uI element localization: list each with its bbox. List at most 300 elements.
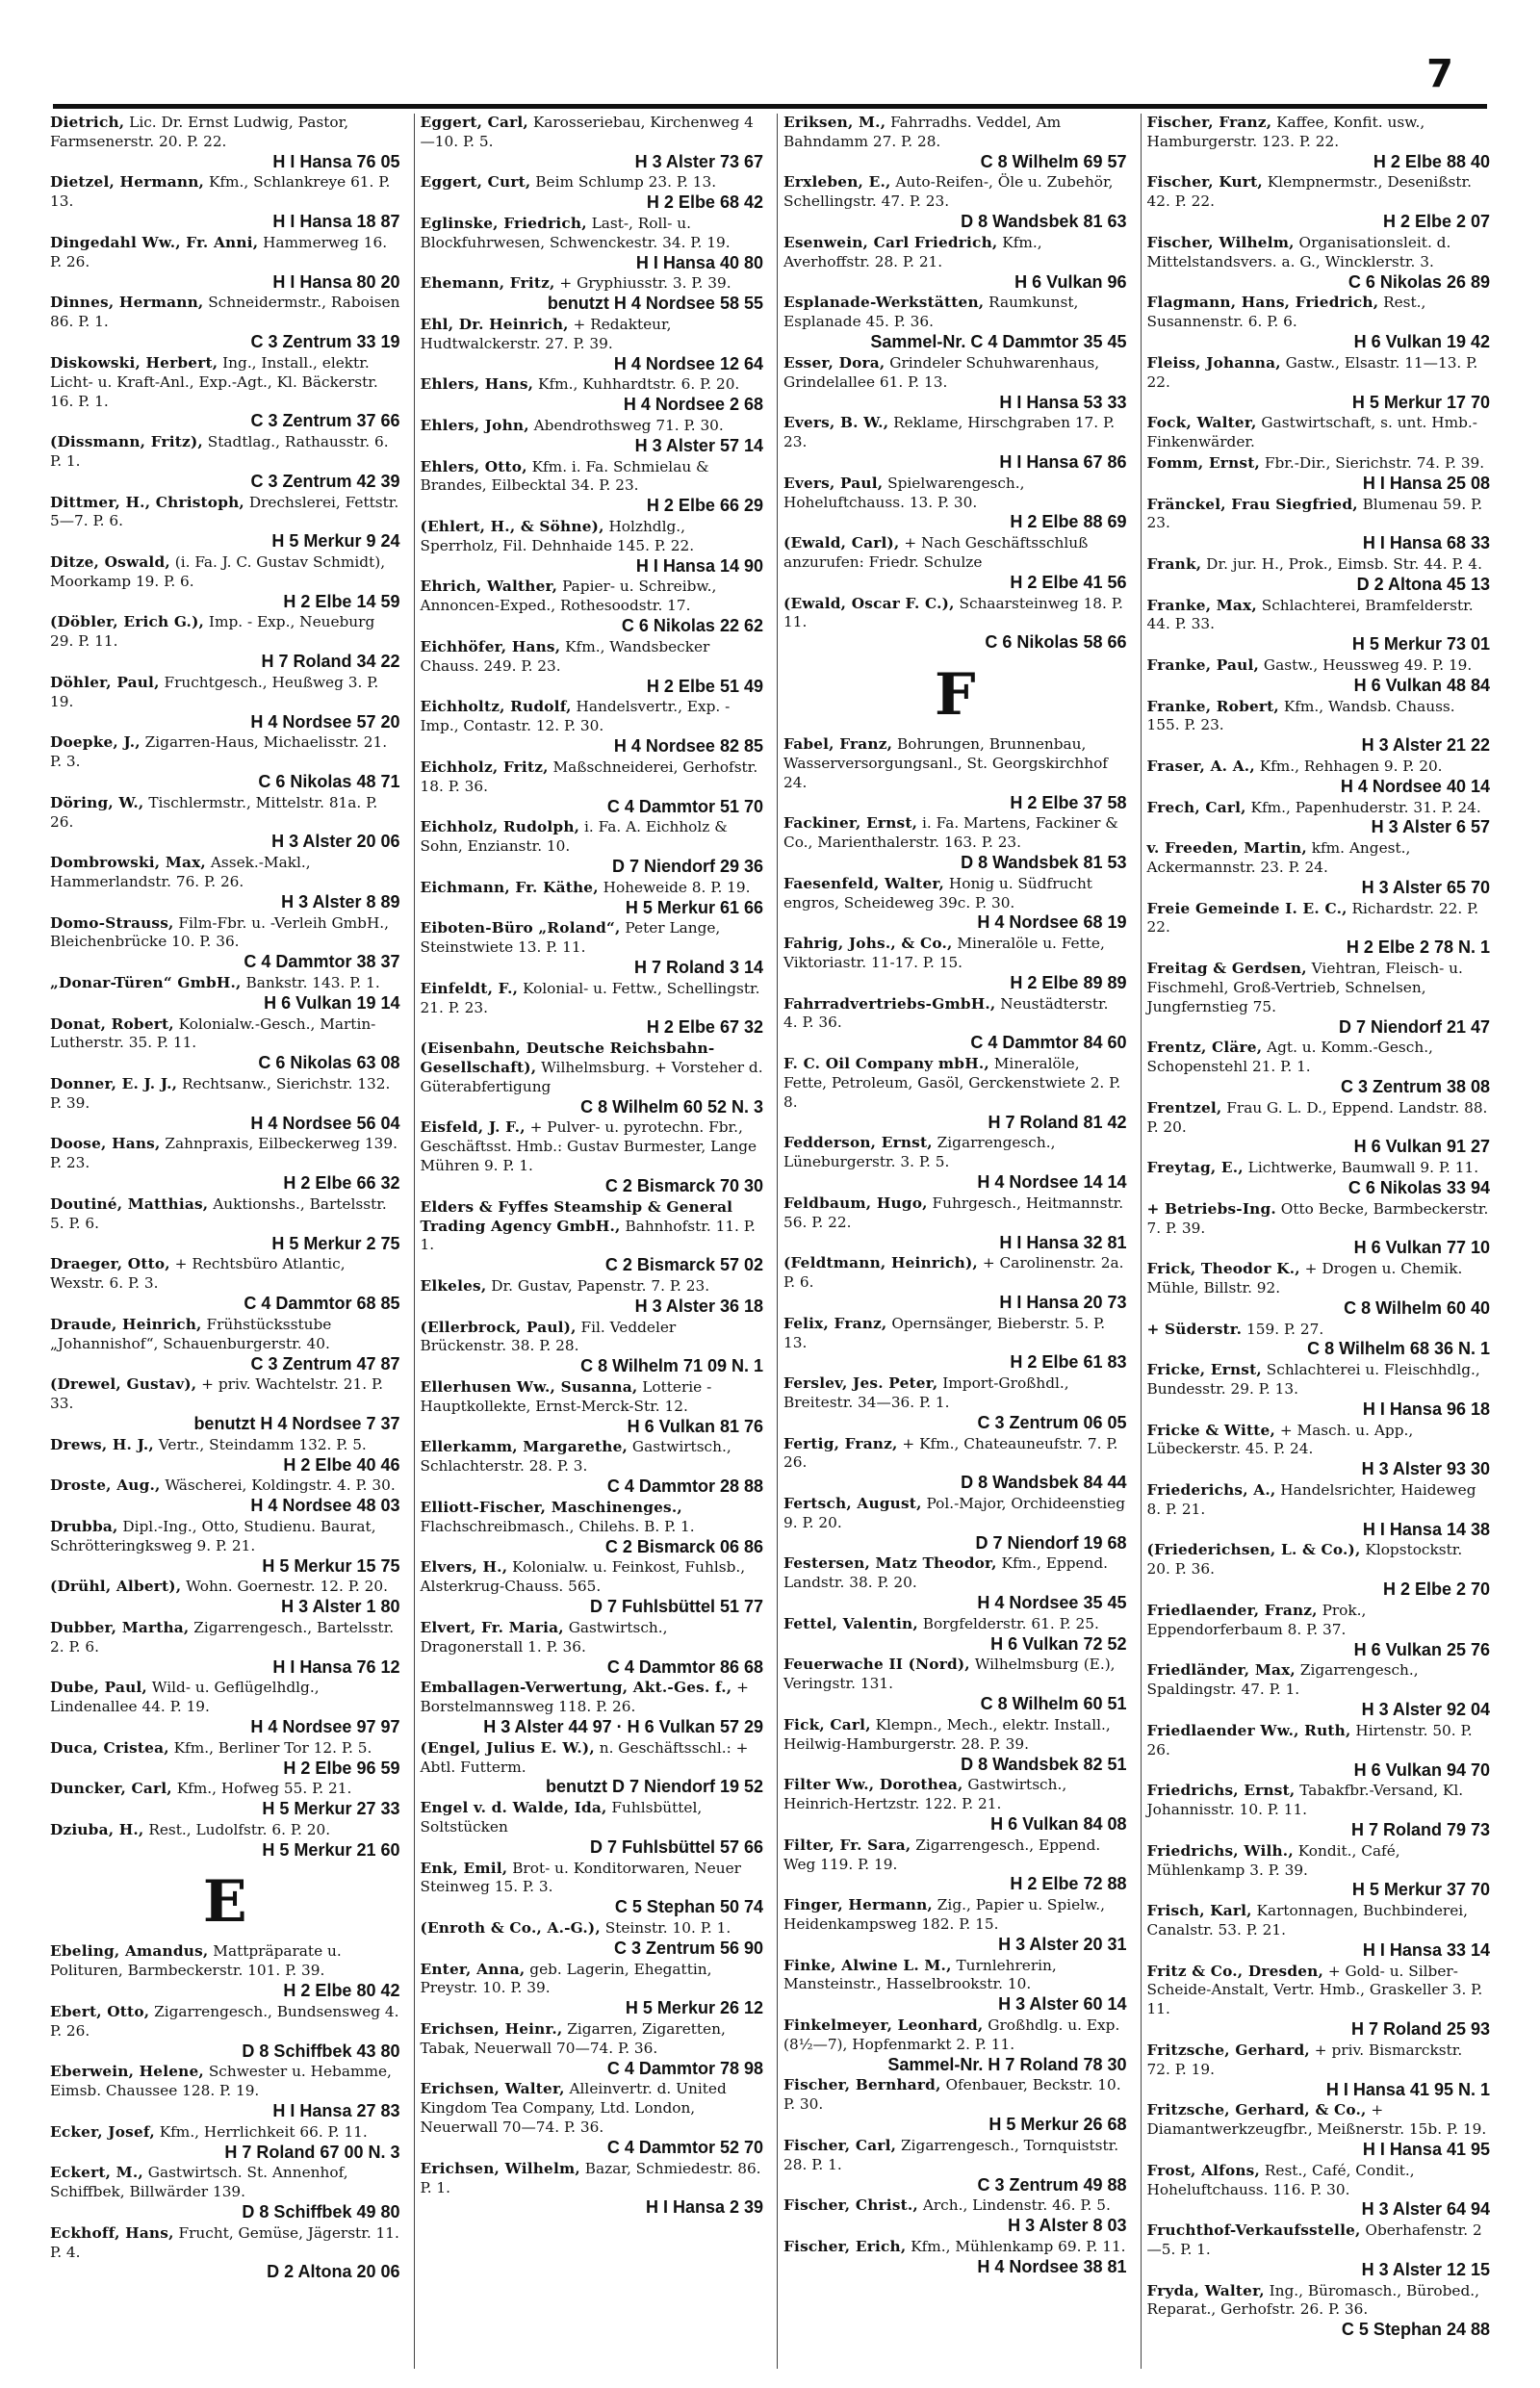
entry-name: Ehemann, Fritz, bbox=[420, 274, 555, 293]
entry-name: Frentzel, bbox=[1146, 1098, 1222, 1117]
entry-phone: H 5 Merkur 73 01 bbox=[1351, 634, 1490, 655]
entry-name: Eichholtz, Rudolf, bbox=[420, 698, 572, 716]
entry-name: Faesenfeld, Walter, bbox=[783, 874, 945, 892]
entry-name: Finger, Hermann, bbox=[783, 1896, 933, 1914]
directory-entry bbox=[421, 1558, 764, 1616]
directory-entry bbox=[421, 1619, 764, 1677]
entry-details: Kartonnagen, Buchbinderei, Canalstr. 53. P. 21. bbox=[1146, 1902, 1469, 1939]
directory-entry bbox=[1147, 1361, 1491, 1419]
entry-phone: H 4 Nordsee 38 81 bbox=[977, 2256, 1127, 2276]
entry-details: Spielwarengesch., Hoheluftchauss. 13. P. 30. bbox=[783, 474, 1025, 511]
entry-phone: H 5 Merkur 15 75 bbox=[262, 1555, 400, 1576]
entry-phone: H 2 Elbe 66 29 bbox=[646, 496, 763, 516]
entry-name: Fricke, Ernst, bbox=[1146, 1361, 1262, 1379]
entry-name: Duncker, Carl, bbox=[50, 1780, 172, 1798]
entry-name: Frost, Alfons, bbox=[1146, 2161, 1261, 2179]
directory-entry bbox=[50, 974, 400, 1014]
directory-entry bbox=[50, 1436, 400, 1476]
directory-entry bbox=[783, 814, 1127, 872]
entry-name: + Betriebs-Ing. bbox=[1146, 1199, 1276, 1218]
entry-details: + Gryphiusstr. 3. P. 39. bbox=[554, 274, 732, 293]
entry-details: Raumkunst, Esplanade 45. P. 36. bbox=[783, 294, 1079, 331]
directory-entry bbox=[1147, 1963, 1491, 2040]
entry-details: Schlachterei, Bramfelderstr. 44. P. 33. bbox=[1146, 596, 1474, 633]
entry-phone: benutzt H 4 Nordsee 7 37 bbox=[193, 1413, 400, 1433]
directory-entry bbox=[783, 1615, 1127, 1655]
directory-entry bbox=[421, 1961, 764, 2018]
entry-details: Rest., Ludolfstr. 6. P. 20. bbox=[143, 1820, 331, 1838]
entry-details: Kfm., Averhoffstr. 28. P. 21. bbox=[783, 233, 1042, 270]
entry-name: (Döbler, Erich G.), bbox=[50, 613, 205, 631]
entry-name: (Ellerbrock, Paul), bbox=[420, 1318, 577, 1336]
entry-name: Fricke & Witte, bbox=[1146, 1421, 1275, 1439]
directory-entry bbox=[421, 316, 764, 373]
entry-name: (Engel, Julius E. W.), bbox=[420, 1738, 595, 1757]
entry-details: Honig u. Südfrucht engros, Scheideweg 39c. P. 30. bbox=[783, 874, 1092, 912]
directory-entry bbox=[783, 1836, 1127, 1894]
entry-name: Eriksen, M., bbox=[783, 114, 886, 131]
entry-phone: D 8 Schiffbek 49 80 bbox=[242, 2201, 400, 2221]
entry-details: Auto-Reifen-, Öle u. Zubehör, Schellingstr. 47. P. 23. bbox=[783, 173, 1114, 211]
entry-name: Döhler, Paul, bbox=[50, 673, 160, 691]
directory-entry bbox=[783, 595, 1127, 653]
directory-entry bbox=[1147, 454, 1491, 494]
entry-phone: H 3 Alster 1 80 bbox=[281, 1597, 400, 1617]
entry-name: Draeger, Otto, bbox=[50, 1255, 170, 1273]
entry-details: Kfm., Wandsb. Chauss. 155. P. 23. bbox=[1146, 697, 1455, 734]
entry-phone: H 6 Vulkan 91 27 bbox=[1353, 1137, 1490, 1157]
column-3 bbox=[777, 114, 1127, 2369]
entry-name: Feuerwache II (Nord), bbox=[783, 1656, 970, 1674]
directory-entry bbox=[1147, 1200, 1491, 1258]
entry-phone: C 4 Dammtor 28 88 bbox=[606, 1476, 763, 1497]
entry-phone: H 3 Alster 64 94 bbox=[1361, 2199, 1490, 2220]
entry-name: Fick, Carl, bbox=[783, 1715, 871, 1733]
entry-phone: H I Hansa 68 33 bbox=[1362, 533, 1490, 553]
entry-phone: D 7 Niendorf 19 68 bbox=[975, 1532, 1127, 1553]
entry-details: Kolonialw. u. Feinkost, Fuhlsb., Alsterkrug-Chauss. 565. bbox=[420, 1558, 746, 1596]
entry-phone: H 2 Elbe 72 88 bbox=[1010, 1874, 1127, 1894]
entry-details: Zigarrengesch., Bartelsstr. 2. P. 6. bbox=[50, 1618, 395, 1656]
entry-details: Richardstr. 22. P. 22. bbox=[1146, 899, 1479, 937]
entry-name: (Ewald, Oscar F. C.), bbox=[783, 594, 955, 612]
directory-entry bbox=[783, 735, 1127, 812]
directory-entry bbox=[1147, 234, 1491, 292]
directory-entry bbox=[50, 1578, 400, 1617]
directory-entry bbox=[1147, 960, 1491, 1037]
entry-phone: D 8 Wandsbek 81 53 bbox=[961, 853, 1127, 872]
entry-phone: H 3 Alster 20 06 bbox=[271, 832, 400, 852]
entry-details: Klempnermstr., Desenißstr. 42. P. 22. bbox=[1146, 173, 1473, 211]
entry-phone: C 8 Wilhelm 71 09 N. 1 bbox=[580, 1356, 763, 1376]
directory-entry bbox=[50, 294, 400, 351]
entry-details: Neustädterstr. 4. P. 36. bbox=[783, 994, 1109, 1032]
entry-details: Dipl.-Ing., Otto, Studienu. Baurat, Schrötteringksweg 9. P. 21. bbox=[50, 1517, 376, 1554]
entry-phone: H 7 Roland 79 73 bbox=[1350, 1819, 1490, 1839]
directory-entry bbox=[50, 1375, 400, 1433]
column-1 bbox=[50, 114, 400, 2369]
entry-phone: H 5 Merkur 26 12 bbox=[625, 1998, 763, 2018]
entry-details: Arch., Lindenstr. 46. P. 5. bbox=[917, 2196, 1111, 2215]
entry-name: Fischer, Wilhelm, bbox=[1146, 233, 1295, 251]
directory-entry bbox=[50, 234, 400, 292]
entry-phone: D 7 Niendorf 29 36 bbox=[611, 856, 763, 876]
directory-entry bbox=[783, 414, 1127, 472]
entry-details: Gastwirtsch., Heinrich-Hertzstr. 122. P. 21. bbox=[783, 1776, 1067, 1813]
directory-entry bbox=[421, 1799, 764, 1857]
entry-name: Ferslev, Jes. Peter, bbox=[783, 1374, 938, 1393]
entry-phone: C 2 Bismarck 70 30 bbox=[604, 1176, 763, 1195]
entry-name: (Drewel, Gustav), bbox=[50, 1375, 197, 1394]
entry-details: Fil. Veddeler Brückenstr. 38. P. 28. bbox=[420, 1318, 677, 1355]
entry-details: Dr. jur. H., Prok., Eimsb. Str. 44. P. 4. bbox=[1201, 554, 1482, 573]
entry-phone: H I Hansa 41 95 N. 1 bbox=[1325, 2079, 1490, 2099]
directory-entry bbox=[421, 1277, 764, 1317]
entry-phone: H I Hansa 67 86 bbox=[999, 451, 1127, 472]
entry-name: Fock, Walter, bbox=[1146, 414, 1257, 432]
entry-name: Elvers, H., bbox=[420, 1558, 508, 1577]
entry-name: Eichhöfer, Hans, bbox=[420, 637, 561, 655]
directory-entry bbox=[783, 1495, 1127, 1553]
entry-phone: H 6 Vulkan 48 84 bbox=[1353, 675, 1490, 695]
entry-details: + Gold- u. Silber-Scheide-Anstalt, Vertr. Hmb., Graskeller 3. P. 11. bbox=[1146, 1962, 1483, 2018]
entry-phone: H 4 Nordsee 56 04 bbox=[250, 1113, 400, 1133]
entry-name: Elkeles, bbox=[420, 1277, 487, 1295]
entry-name: Fischer, Carl, bbox=[783, 2136, 897, 2154]
entry-details: Lic. Dr. Ernst Ludwig, Pastor, Farmsenerstr. 20. P. 22. bbox=[50, 114, 349, 150]
entry-details: Frucht, Gemüse, Jägerstr. 11. P. 4. bbox=[50, 2223, 399, 2261]
entry-phone: C 6 Nikolas 58 66 bbox=[985, 632, 1127, 653]
directory-entry bbox=[783, 2076, 1127, 2134]
directory-entry bbox=[783, 2196, 1127, 2236]
entry-phone: D 7 Niendorf 21 47 bbox=[1338, 1016, 1490, 1037]
entry-name: Eglinske, Friedrich, bbox=[420, 215, 587, 232]
entry-details: i. Fa. A. Eichholz & Sohn, Enzianstr. 10. bbox=[420, 818, 728, 856]
entry-name: Evers, B. W., bbox=[783, 414, 889, 432]
entry-phone: H I Hansa 18 87 bbox=[272, 212, 400, 232]
entry-phone: H 3 Alster 57 14 bbox=[634, 435, 763, 455]
entry-details: Kfm., Herrlichkeit 66. P. 11. bbox=[154, 2122, 368, 2141]
directory-entry bbox=[50, 1316, 400, 1374]
entry-name: Frank, bbox=[1146, 554, 1202, 573]
entry-phone: D 8 Wandsbek 81 63 bbox=[961, 212, 1127, 232]
entry-phone: H 3 Alster 65 70 bbox=[1361, 877, 1490, 897]
entry-details: + Diamantwerkzeugfbr., Meißnerstr. 15b. P. 19. bbox=[1146, 2101, 1487, 2139]
entry-name: Erichsen, Walter, bbox=[420, 2080, 565, 2098]
entry-phone: H 3 Alster 73 67 bbox=[634, 151, 763, 171]
directory-entry bbox=[1147, 1159, 1491, 1198]
entry-name: Fleiss, Johanna, bbox=[1146, 353, 1281, 372]
entry-details: geb. Lagerin, Ehegattin, Preystr. 10. P. 39. bbox=[420, 1960, 712, 1997]
entry-details: Import-Großhdl., Breitestr. 34—36. P. 1. bbox=[783, 1374, 1069, 1411]
entry-details: Bankstr. 143. P. 1. bbox=[241, 974, 380, 991]
entry-details: + Borstelmannsweg 118. P. 26. bbox=[420, 1679, 749, 1716]
directory-entry bbox=[783, 534, 1127, 592]
entry-name: Draude, Heinrich, bbox=[50, 1315, 202, 1333]
directory-entry bbox=[421, 578, 764, 635]
entry-details: Otto Becke, Barmbeckerstr. 7. P. 39. bbox=[1146, 1199, 1489, 1237]
entry-details: Gastwirtsch., Dragonerstall 1. P. 36. bbox=[420, 1618, 668, 1656]
directory-entry bbox=[1147, 900, 1491, 958]
entry-details: Kfm., Eppend. Landstr. 38. P. 20. bbox=[783, 1554, 1109, 1592]
section-letter: E bbox=[202, 1868, 247, 1937]
entry-details: (i. Fa. J. C. Gustav Schmidt), Moorkamp 19. P. 6. bbox=[50, 552, 386, 590]
entry-name: Friedrichs, Ernst, bbox=[1146, 1782, 1296, 1800]
entry-phone: H 2 Elbe 2 70 bbox=[1382, 1579, 1490, 1600]
entry-details: + Pulver- u. pyrotechn. Fbr., Geschäftsst. Hmb.: Gustav Burmester, Lange Mühren 9. P. 1. bbox=[420, 1118, 757, 1175]
entry-details: Organisationsleit. d. Mittelstandsvers. a. G., Wincklerstr. 3. bbox=[1146, 233, 1451, 270]
directory-entry bbox=[421, 518, 764, 576]
entry-name: Fischer, Franz, bbox=[1146, 114, 1272, 131]
entry-phone: H 6 Vulkan 77 10 bbox=[1353, 1238, 1490, 1258]
entry-name: Eiboten-Büro „Roland“, bbox=[420, 919, 621, 937]
entry-phone: D 7 Fuhlsbüttel 57 66 bbox=[589, 1836, 763, 1857]
entry-phone: H I Hansa 14 90 bbox=[635, 555, 763, 576]
entry-details: Peter Lange, Steinstwiete 13. P. 11. bbox=[420, 919, 721, 957]
entry-phone: D 8 Wandsbek 82 51 bbox=[961, 1754, 1127, 1774]
entry-phone: H 2 Elbe 14 59 bbox=[283, 591, 400, 611]
entry-details: Auktionshs., Bartelsstr. 5. P. 6. bbox=[50, 1194, 387, 1232]
entry-phone: H I Hansa 33 14 bbox=[1362, 1939, 1490, 1960]
entry-details: Klopstockstr. 20. P. 36. bbox=[1146, 1541, 1463, 1579]
entry-name: Freitag & Gerdsen, bbox=[1146, 959, 1307, 977]
entry-name: Dittmer, H., Christoph, bbox=[50, 493, 244, 511]
directory-entry bbox=[783, 1194, 1127, 1252]
entry-phone: C 6 Nikolas 63 08 bbox=[258, 1053, 400, 1073]
entry-phone: H 6 Vulkan 96 bbox=[1014, 271, 1127, 292]
entry-details: Prok., Eppendorferbaum 8. P. 37. bbox=[1146, 1601, 1367, 1638]
entry-phone: H 5 Merkur 17 70 bbox=[1351, 392, 1490, 412]
entry-phone: H 3 Alster 8 03 bbox=[1008, 2216, 1127, 2236]
entry-details: Ofenbauer, Beckstr. 10. P. 30. bbox=[783, 2076, 1121, 2114]
entry-details: n. Geschäftsschl.: + Abtl. Futterm. bbox=[420, 1738, 749, 1776]
directory-entry bbox=[783, 2137, 1127, 2195]
entry-details: Reklame, Hirschgraben 17. P. 23. bbox=[783, 414, 1116, 451]
directory-entry bbox=[50, 794, 400, 852]
directory-entry bbox=[1147, 1481, 1491, 1539]
directory-entry bbox=[50, 2224, 400, 2282]
entry-phone: H 4 Nordsee 68 19 bbox=[977, 912, 1127, 933]
entry-phone: H 2 Elbe 66 32 bbox=[283, 1173, 400, 1194]
entry-details: Ing., Büromasch., Bürobed., Reparat., Gerhofstr. 26. P. 36. bbox=[1146, 2281, 1479, 2319]
entry-phone: H 2 Elbe 80 42 bbox=[283, 1981, 400, 2001]
entry-details: Vertr., Steindamm 132. P. 5. bbox=[153, 1435, 367, 1453]
entry-details: Zig., Papier u. Spielw., Heidenkampsweg 182. P. 15. bbox=[783, 1896, 1106, 1933]
directory-entry bbox=[783, 1055, 1127, 1132]
directory-entry bbox=[1147, 1260, 1491, 1318]
entry-name: Enter, Anna, bbox=[420, 1960, 526, 1978]
entry-name: Finkelmeyer, Leonhard, bbox=[783, 2016, 984, 2034]
directory-entry bbox=[1147, 1321, 1491, 1360]
directory-entry bbox=[50, 2063, 400, 2120]
entry-name: Dombrowski, Max, bbox=[50, 854, 206, 872]
entry-phone: H 4 Nordsee 82 85 bbox=[613, 736, 763, 757]
entry-name: Finke, Alwine L. M., bbox=[783, 1956, 952, 1974]
entry-details: Steinstr. 10. P. 1. bbox=[600, 1918, 732, 1937]
directory-entry bbox=[421, 173, 764, 213]
entry-name: Frentz, Cläre, bbox=[1146, 1039, 1263, 1057]
entry-name: Fischer, Bernhard, bbox=[783, 2076, 941, 2094]
entry-details: Zigarren, Zigaretten, Tabak, Neuerwall 70—74. P. 36. bbox=[420, 2019, 726, 2057]
entry-details: Rechtsanw., Sierichstr. 132. P. 39. bbox=[50, 1075, 391, 1112]
entry-name: Doepke, J., bbox=[50, 733, 141, 752]
entry-phone: H 2 Elbe 96 59 bbox=[283, 1758, 400, 1778]
entry-details: Fuhrgesch., Heitmannstr. 56. P. 22. bbox=[783, 1194, 1124, 1231]
entry-name: Eichholz, Rudolph, bbox=[420, 818, 580, 836]
section-letter: F bbox=[934, 660, 976, 729]
directory-entry bbox=[783, 1254, 1127, 1312]
entry-details: Fbr.-Dir., Sierichstr. 74. P. 39. bbox=[1260, 453, 1485, 472]
directory-entry bbox=[1147, 414, 1491, 452]
entry-phone: D 8 Wandsbek 84 44 bbox=[961, 1473, 1127, 1493]
entry-details: Kolonialw.-Gesch., Martin-Lutherstr. 35. P. 11. bbox=[50, 1014, 376, 1052]
entry-details: Film-Fbr. u. -Verleih GmbH., Bleichenbrücke 10. P. 36. bbox=[50, 913, 390, 951]
entry-name: Friedrichs, Wilh., bbox=[1146, 1841, 1294, 1860]
entry-name: Ehl, Dr. Heinrich, bbox=[420, 316, 569, 333]
directory-entry bbox=[50, 494, 400, 552]
entry-details: Karosseriebau, Kirchenweg 4—10. P. 5. bbox=[420, 114, 754, 150]
entry-name: Dinnes, Hermann, bbox=[50, 294, 204, 312]
entry-name: Fertig, Franz, bbox=[783, 1434, 898, 1452]
entry-phone: C 2 Bismarck 57 02 bbox=[604, 1255, 763, 1275]
entry-name: Evers, Paul, bbox=[783, 474, 884, 492]
entry-name: Dubber, Martha, bbox=[50, 1618, 190, 1636]
entry-details: kfm. Angest., Ackermannstr. 23. P. 24. bbox=[1146, 839, 1411, 876]
directory-entry bbox=[1147, 2162, 1491, 2220]
entry-details: Kfm., Rehhagen 9. P. 20. bbox=[1254, 757, 1443, 775]
entry-phone: H I Hansa 96 18 bbox=[1362, 1399, 1490, 1419]
directory-entry bbox=[50, 1255, 400, 1313]
entry-phone: C 3 Zentrum 06 05 bbox=[977, 1412, 1127, 1432]
entry-phone: H 4 Nordsee 14 14 bbox=[977, 1172, 1127, 1193]
entry-phone: H 3 Alster 60 14 bbox=[998, 1994, 1127, 2015]
entry-phone: H 5 Merkur 21 60 bbox=[262, 1839, 400, 1860]
directory-entry bbox=[50, 1942, 400, 2000]
entry-phone: H 2 Elbe 68 42 bbox=[646, 193, 763, 213]
entry-name: Ehlers, Otto, bbox=[420, 457, 527, 475]
directory-entry bbox=[50, 1195, 400, 1253]
entry-details: + priv. Wachtelstr. 21. P. 33. bbox=[50, 1375, 384, 1413]
entry-name: Ebeling, Amandus, bbox=[50, 1942, 209, 1961]
directory-entry bbox=[50, 674, 400, 732]
entry-details: Borgfelderstr. 61. P. 25. bbox=[917, 1614, 1099, 1632]
entry-details: Blumenau 59. P. 23. bbox=[1146, 495, 1483, 532]
entry-details: Beim Schlump 23. P. 13. bbox=[530, 173, 717, 192]
entry-details: Ing., Install., elektr. Licht- u. Kraft-Anl., Exp.-Agt., Kl. Bäckerstr. 16. P. 1. bbox=[50, 353, 378, 410]
entry-name: Emballagen-Verwertung, Akt.-Ges. f., bbox=[420, 1679, 732, 1697]
directory-entry bbox=[421, 2020, 764, 2078]
directory-entry bbox=[421, 1040, 764, 1117]
directory-entry bbox=[783, 1776, 1127, 1834]
entry-phone: H 3 Alster 12 15 bbox=[1361, 2259, 1490, 2279]
entry-details: Lichtwerke, Baumwall 9. P. 11. bbox=[1243, 1159, 1479, 1177]
entry-phone: H 2 Elbe 61 83 bbox=[1010, 1352, 1127, 1373]
entry-phone: H 2 Elbe 40 46 bbox=[283, 1454, 400, 1475]
directory-entry bbox=[1147, 496, 1491, 553]
entry-name: „Donar-Türen“ GmbH., bbox=[50, 974, 242, 991]
directory-entry bbox=[1147, 294, 1491, 351]
entry-name: Dietzel, Hermann, bbox=[50, 173, 205, 192]
entry-name: Ehlers, John, bbox=[420, 417, 529, 434]
entry-phone: C 6 Nikolas 22 62 bbox=[621, 616, 763, 636]
entry-name: Elders & Fyffes Steamship & General Trading Agency GmbH., bbox=[420, 1197, 733, 1235]
directory-entry bbox=[1147, 1039, 1491, 1096]
entry-phone: H I Hansa 32 81 bbox=[999, 1232, 1127, 1252]
entry-details: Schlachterei u. Fleischhdlg., Bundesstr. 29. P. 13. bbox=[1146, 1361, 1480, 1398]
entry-details: Klempn., Mech., elektr. Install., Heilwig-Hamburgerstr. 28. P. 39. bbox=[783, 1715, 1111, 1753]
entry-name: Freytag, E., bbox=[1146, 1159, 1244, 1177]
entry-phone: D 2 Altona 45 13 bbox=[1356, 574, 1490, 594]
directory-entry bbox=[1147, 2041, 1491, 2099]
entry-details: i. Fa. Martens, Fackiner & Co., Marienthalerstr. 163. P. 23. bbox=[783, 814, 1118, 852]
entry-phone: H 7 Roland 67 00 N. 3 bbox=[224, 2142, 400, 2162]
directory-entry bbox=[50, 613, 400, 671]
directory-entry bbox=[421, 417, 764, 456]
column-2 bbox=[414, 114, 764, 2369]
entry-name: Ehlers, Hans, bbox=[420, 375, 534, 394]
entry-details: Tabakfbr.-Versand, Kl. Johannisstr. 10. P. 11. bbox=[1146, 1782, 1464, 1819]
entry-details: Kfm., Wandsbecker Chauss. 249. P. 23. bbox=[420, 637, 710, 675]
entry-phone: C 5 Stephan 50 74 bbox=[614, 1897, 763, 1917]
entry-details: Wäscherei, Koldingstr. 4. P. 30. bbox=[160, 1476, 396, 1495]
entry-name: Donat, Robert, bbox=[50, 1014, 174, 1033]
entry-name: Erichsen, Heinr., bbox=[420, 2019, 563, 2038]
entry-phone: C 8 Wilhelm 60 51 bbox=[980, 1694, 1127, 1714]
entry-details: Kfm., Berliner Tor 12. P. 5. bbox=[168, 1738, 372, 1757]
directory-entry bbox=[50, 173, 400, 231]
entry-phone: H I Hansa 53 33 bbox=[999, 392, 1127, 412]
entry-phone: C 3 Zentrum 37 66 bbox=[250, 411, 400, 431]
entry-phone: H 6 Vulkan 84 08 bbox=[990, 1814, 1127, 1834]
entry-details: + Nach Geschäftsschluß anzurufen: Friedr. Schulze bbox=[783, 534, 1089, 571]
entry-details: Großhdlg. u. Exp. (8½—7), Hopfenmarkt 2. P. 11. bbox=[783, 2016, 1120, 2053]
directory-entry bbox=[783, 1374, 1127, 1432]
entry-name: Eisfeld, J. F., bbox=[420, 1118, 526, 1137]
entry-details: Zigarrengesch., Tornquiststr. 28. P. 1. bbox=[783, 2136, 1119, 2173]
entry-name: Droste, Aug., bbox=[50, 1476, 161, 1495]
entry-details: Zigarrengesch., Lüneburgerstr. 3. P. 5. bbox=[783, 1134, 1056, 1171]
entry-phone: H 7 Roland 3 14 bbox=[633, 957, 763, 977]
directory-entry bbox=[421, 1679, 764, 1736]
entry-phone: H 4 Nordsee 35 45 bbox=[977, 1593, 1127, 1613]
directory-entry bbox=[421, 698, 764, 756]
entry-phone: H I Hansa 2 39 bbox=[645, 2197, 763, 2218]
directory-entry bbox=[1147, 2221, 1491, 2279]
entry-phone: H 6 Vulkan 94 70 bbox=[1353, 1759, 1490, 1780]
entry-name: (Friederichsen, L. & Co.), bbox=[1146, 1541, 1361, 1559]
entry-details: Tischlermstr., Mittelstr. 81a. P. 26. bbox=[50, 793, 378, 831]
entry-phone: H I Hansa 80 20 bbox=[272, 271, 400, 292]
entry-phone: C 2 Bismarck 06 86 bbox=[604, 1536, 763, 1556]
entry-name: Friederichs, A., bbox=[1146, 1481, 1276, 1499]
entry-name: Fettel, Valentin, bbox=[783, 1614, 918, 1632]
entry-phone: C 8 Wilhelm 69 57 bbox=[980, 151, 1127, 171]
directory-entry bbox=[50, 2123, 400, 2163]
entry-name: Fischer, Erich, bbox=[783, 2237, 907, 2255]
entry-name: Friedlaender Ww., Ruth, bbox=[1146, 1721, 1351, 1739]
entry-details: Holzhdlg., Sperrholz, Fil. Dehnhaide 145. P. 22. bbox=[420, 518, 695, 554]
entry-phone: H 5 Merkur 61 66 bbox=[625, 897, 763, 917]
entry-details: + Carolinenstr. 2a. P. 6. bbox=[783, 1254, 1124, 1292]
entry-phone: C 4 Dammtor 84 60 bbox=[970, 1033, 1127, 1053]
entry-details: Wilhelmsburg. + Vorsteher d. Güterabfertigung bbox=[420, 1058, 763, 1095]
entry-name: Fischer, Christ., bbox=[783, 2196, 918, 2215]
directory-columns bbox=[50, 114, 1490, 2369]
entry-phone: C 4 Dammtor 86 68 bbox=[606, 1656, 763, 1677]
entry-phone: H 3 Alster 8 89 bbox=[281, 891, 400, 912]
entry-details: Brot- u. Konditorwaren, Neuer Steinweg 15. P. 3. bbox=[420, 1859, 741, 1896]
directory-entry bbox=[50, 1821, 400, 1861]
